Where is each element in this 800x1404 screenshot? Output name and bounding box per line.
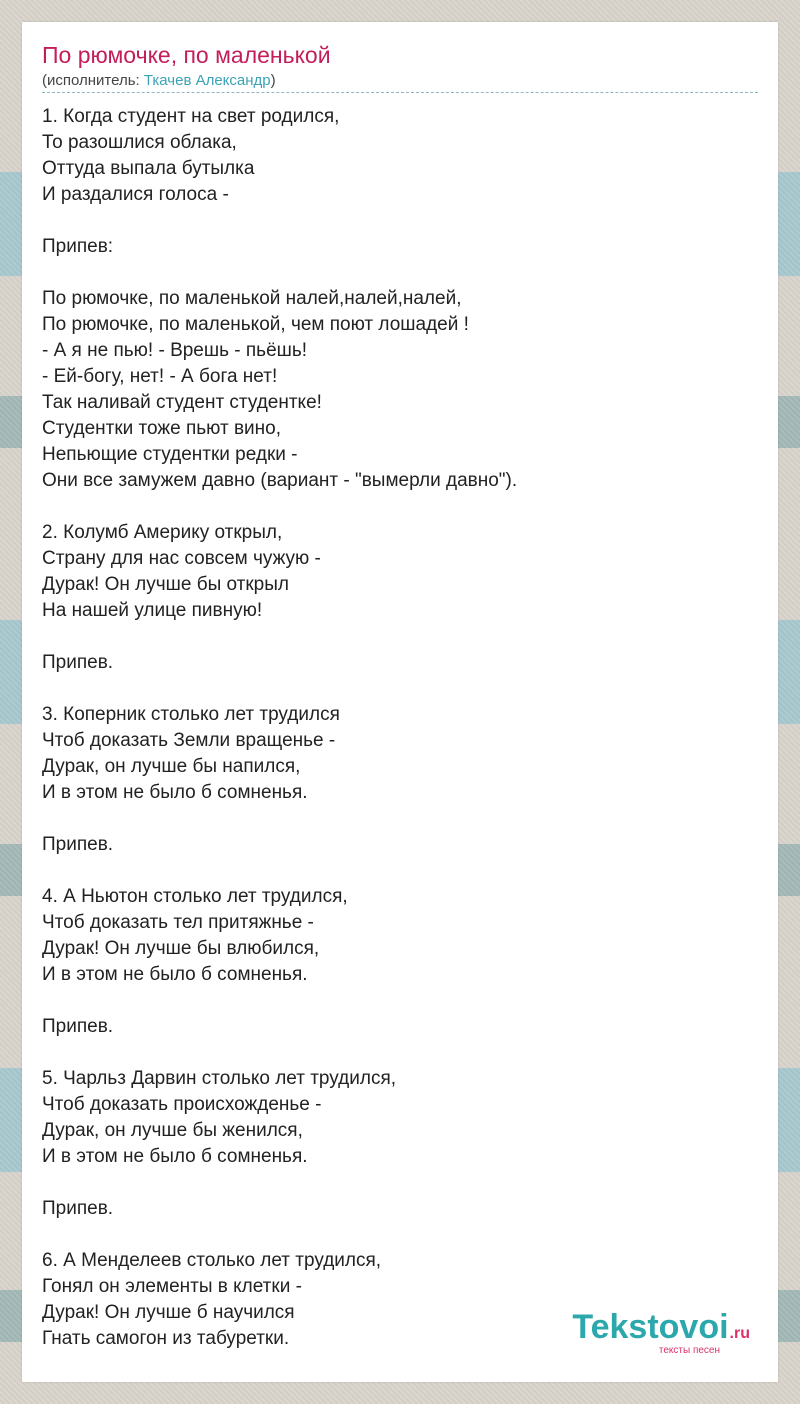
lyric-line: Так наливай студент студентке! — [42, 392, 322, 413]
lyrics-text — [42, 104, 762, 1352]
song-title: По рюмочке, по маленькой — [42, 42, 331, 68]
lyric-line: Дурак! Он лучше бы открыл — [42, 574, 289, 595]
lyric-line: Оттуда выпала бутылка — [42, 158, 255, 179]
site-logo[interactable] — [572, 1308, 750, 1356]
lyric-line — [42, 988, 762, 1014]
performer-suffix: ) — [270, 72, 276, 89]
lyric-line: - Ей-богу, нет! - А бога нет! — [42, 366, 278, 387]
lyric-line: 1. Когда студент на свет родился, — [42, 106, 340, 127]
lyric-line: И в этом не было б сомненья. — [42, 782, 308, 803]
lyric-line: Гонял он элементы в клетки - — [42, 1276, 302, 1297]
lyric-line: И в этом не было б сомненья. — [42, 1146, 308, 1167]
logo-tagline: тексты песен — [658, 1345, 720, 1356]
lyric-line: Дурак! Он лучше бы влюбился, — [42, 938, 320, 959]
lyric-line: Припев. — [42, 1198, 114, 1219]
dashed-divider — [42, 92, 758, 93]
lyric-line: То разошлися облака, — [42, 132, 237, 153]
lyric-line: Непьющие студентки редки - — [42, 444, 298, 465]
logo-tld: .ru — [729, 1325, 750, 1342]
lyric-line: Страну для нас совсем чужую - — [42, 548, 321, 569]
artist-link[interactable]: Ткачев Александр — [143, 72, 271, 89]
lyric-line: Они все замужем давно (вариант - "вымерли давно"). — [42, 470, 518, 491]
lyric-line: По рюмочке, по маленькой, чем поют лошадей ! — [42, 314, 469, 335]
lyric-line: Дурак! Он лучше б научился — [42, 1302, 295, 1323]
lyric-line — [42, 1170, 762, 1196]
lyric-line: 6. А Менделеев столько лет трудился, — [42, 1250, 382, 1271]
lyric-line: Чтоб доказать происхожденье - — [42, 1094, 322, 1115]
content-card — [22, 22, 778, 1382]
logo-name: Tekstovoi — [572, 1308, 729, 1346]
lyric-line: Студентки тоже пьют вино, — [42, 418, 282, 439]
performer-line — [42, 72, 276, 89]
lyric-line: 5. Чарльз Дарвин столько лет трудился, — [42, 1068, 397, 1089]
lyric-line: И раздалися голоса - — [42, 184, 229, 205]
lyric-line: Припев. — [42, 652, 114, 673]
lyric-line — [42, 208, 762, 234]
lyric-line: - А я не пью! - Врешь - пьёшь! — [42, 340, 308, 361]
lyric-line — [42, 1222, 762, 1248]
lyric-line: Припев. — [42, 1016, 114, 1037]
lyric-line — [42, 858, 762, 884]
lyric-line: Припев: — [42, 236, 114, 257]
lyric-line: 3. Коперник столько лет трудился — [42, 704, 340, 725]
lyric-line: 2. Колумб Америку открыл, — [42, 522, 283, 543]
lyric-line — [42, 494, 762, 520]
lyric-line — [42, 1040, 762, 1066]
lyric-line: Дурак, он лучше бы напился, — [42, 756, 301, 777]
lyric-line — [42, 260, 762, 286]
lyric-line: По рюмочке, по маленькой налей,налей,налей, — [42, 288, 462, 309]
lyric-line: И в этом не было б сомненья. — [42, 964, 308, 985]
lyric-line: На нашей улице пивную! — [42, 600, 263, 621]
lyric-line: Чтоб доказать тел притяжнье - — [42, 912, 314, 933]
lyric-line — [42, 624, 762, 650]
lyric-line: 4. А Ньютон столько лет трудился, — [42, 886, 348, 907]
lyric-line — [42, 806, 762, 832]
lyric-line — [42, 676, 762, 702]
lyric-line: Дурак, он лучше бы женился, — [42, 1120, 303, 1141]
lyric-line: Чтоб доказать Земли вращенье - — [42, 730, 336, 751]
performer-prefix: (исполнитель: — [42, 72, 144, 89]
lyric-line: Припев. — [42, 834, 114, 855]
lyric-line: Гнать самогон из табуретки. — [42, 1328, 290, 1349]
